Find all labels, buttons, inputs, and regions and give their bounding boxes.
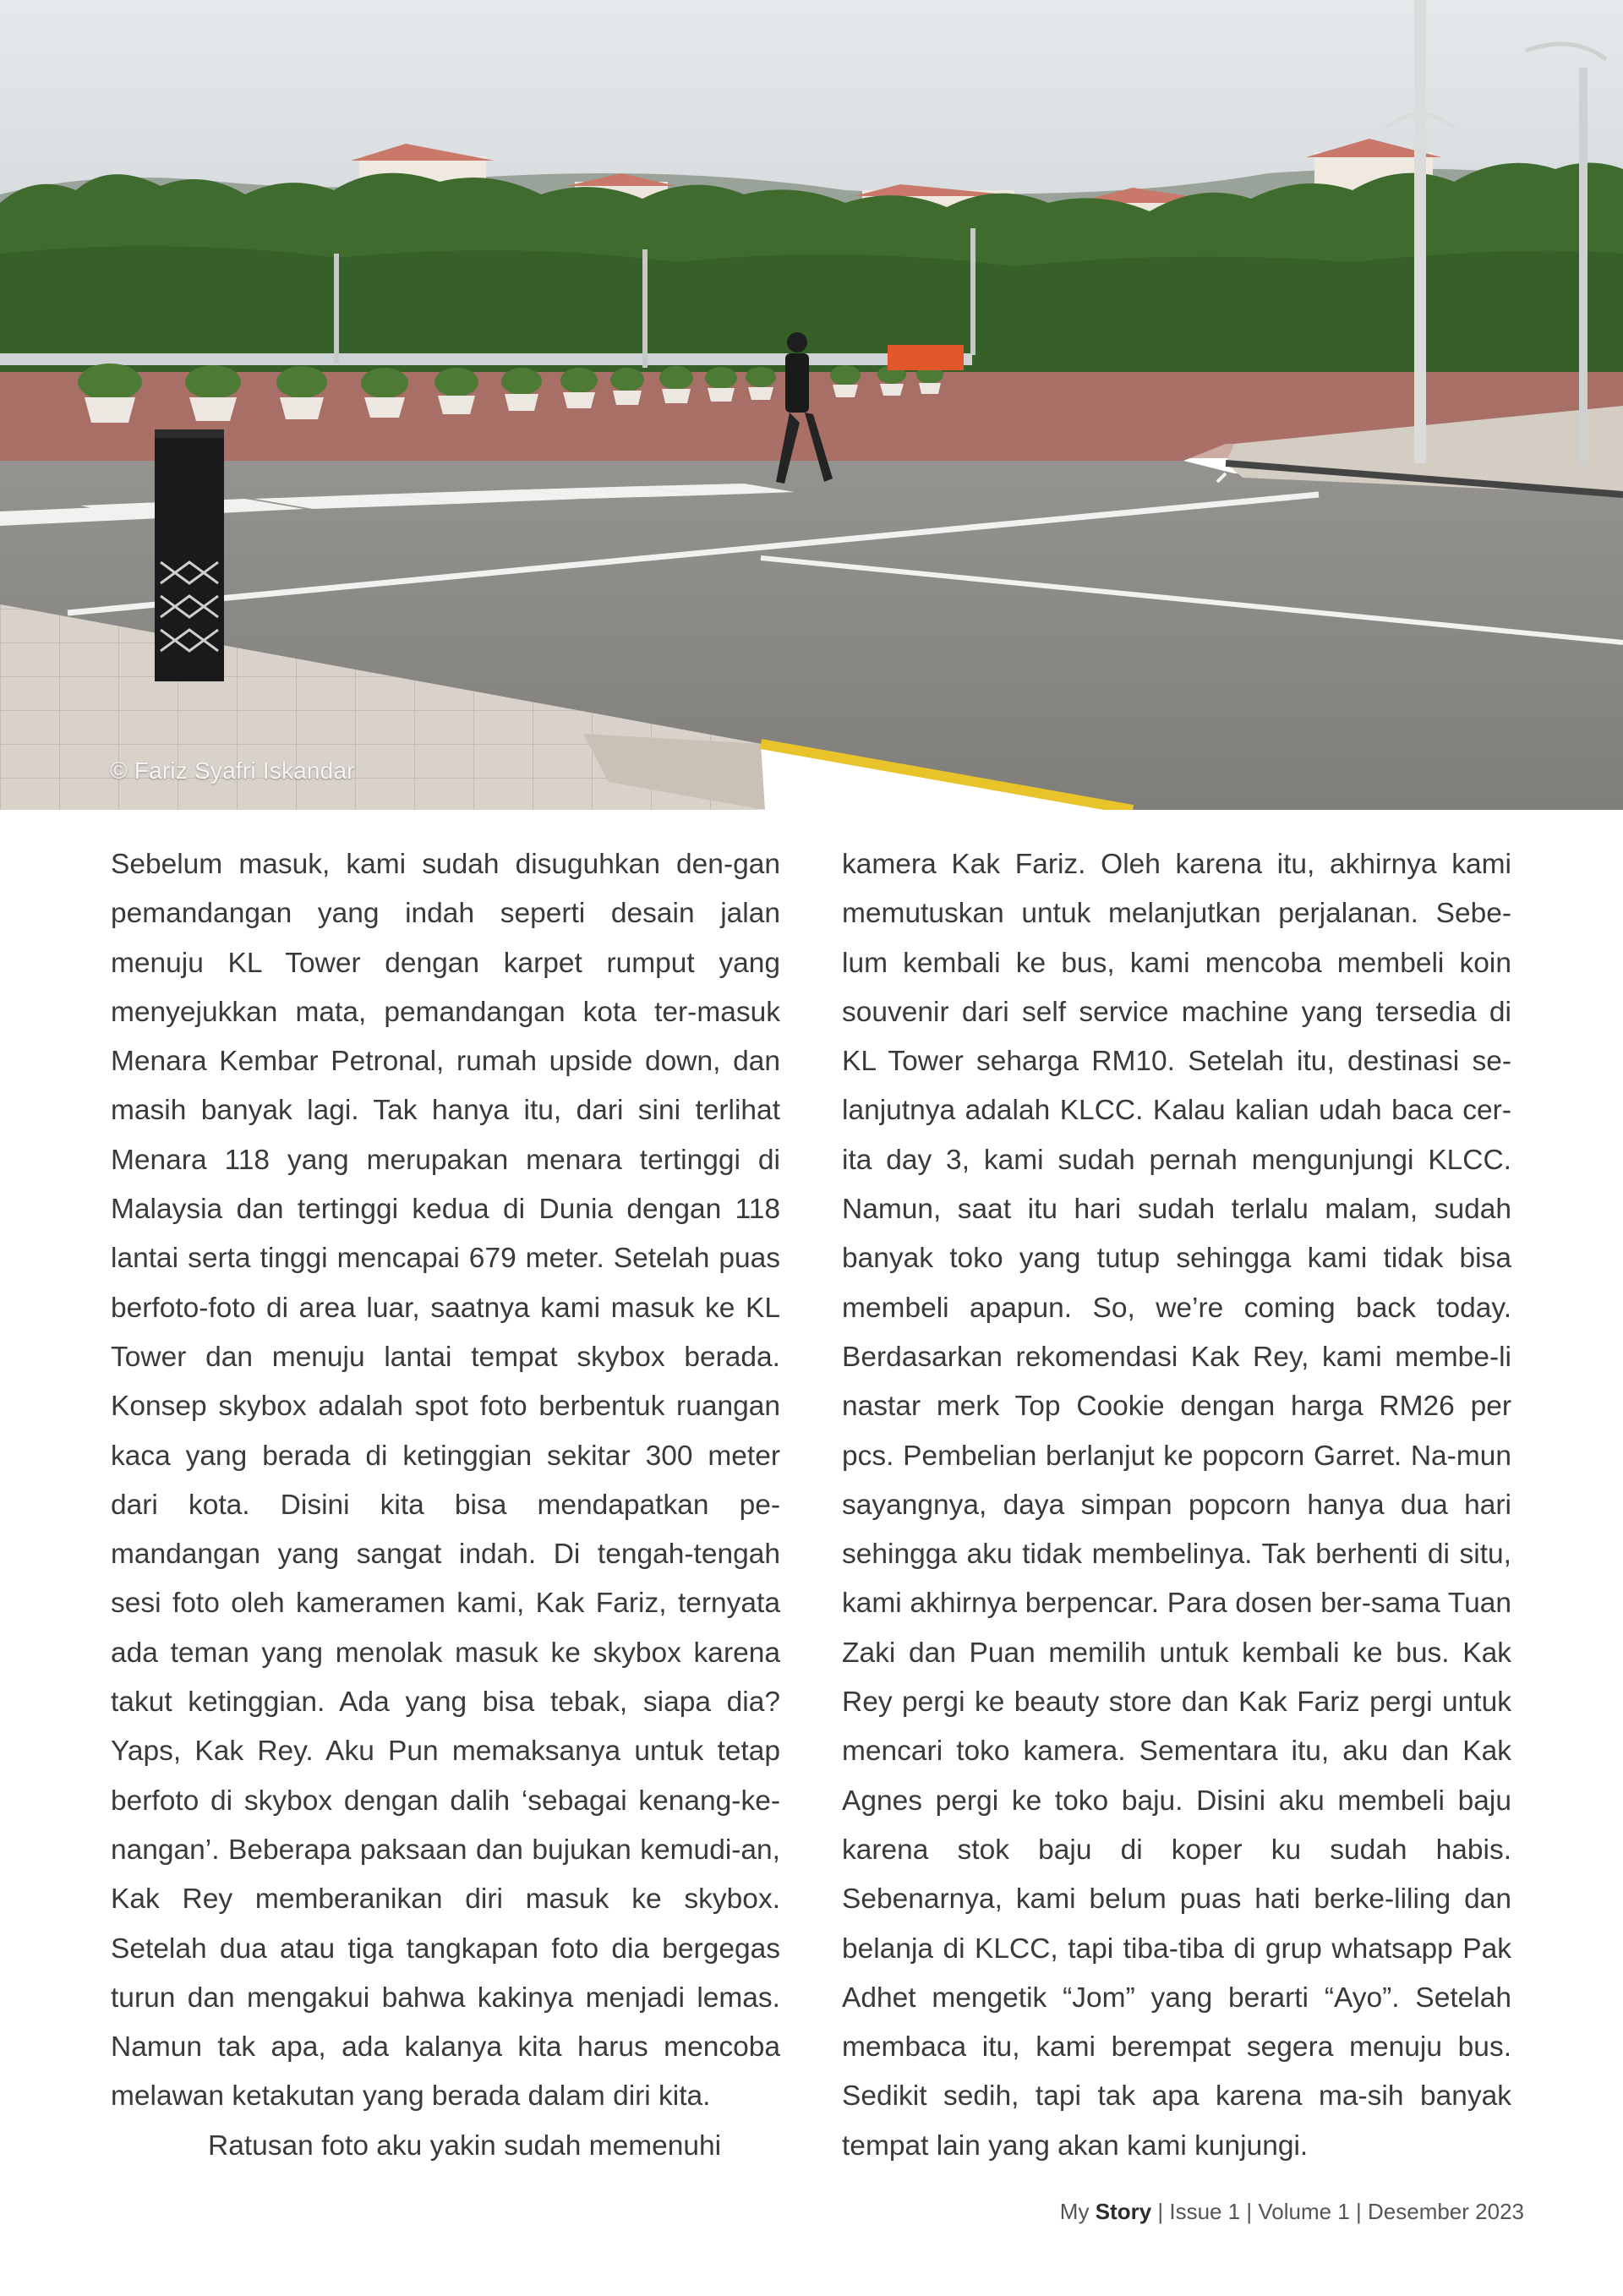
photo-scene bbox=[0, 0, 1623, 810]
article-column-right bbox=[842, 840, 1511, 2171]
bollard bbox=[155, 429, 224, 681]
orange-vehicle bbox=[888, 345, 964, 370]
header-photo bbox=[0, 0, 1623, 810]
paragraph: Sebelum masuk, kami sudah disuguhkan den-gan pemandangan yang indah seperti desain jalan menuju KL Tower dengan karpet rumput yang menyejukkan mata, pemandangan kota ter-masuk Menara Kembar Petronal, rumah upside down, dan masih banyak lagi. Tak hanya itu, dari sini terlihat Menara 118 yang merupakan menara tertinggi di Malaysia dan tertinggi kedua di Dunia dengan 118 lantai serta tinggi mencapai 679 meter. Setelah puas berfoto-foto di area luar, saatnya kami masuk ke KL Tower dan menuju lantai tempat skybox berada. Konsep skybox adalah spot foto berbentuk ruangan kaca yang berada di ketinggian sekitar 300 meter dari kota. Disini kita bisa mendapatkan pe-mandangan yang sangat indah. Di tengah-tengah sesi foto oleh kameramen kami, Kak Fariz, ternyata ada teman yang menolak masuk ke skybox karena takut ketinggian. Ada yang bisa tebak, siapa dia? Yaps, Kak Rey. Aku Pun memaksanya untuk tetap berfoto di skybox dengan dalih ‘sebagai kenang-ke-nangan’. Beberapa paksaan dan bujukan kemudi-an, Kak Rey memberanikan diri masuk ke skybox. Setelah dua atau tiga tangkapan foto dia bergegas turun dan mengakui bahwa kakinya menjadi lemas. Namun tak apa, ada kalanya kita harus mencoba melawan ketakutan yang berada dalam diri kita. bbox=[111, 849, 780, 2113]
article-column-left bbox=[111, 840, 780, 2171]
paragraph: kamera Kak Fariz. Oleh karena itu, akhirnya kami memutuskan untuk melanjutkan perjalanan. Sebe-lum kembali ke bus, kami mencoba membeli koin souvenir dari self service machine yang tersedia di KL Tower seharga RM10. Setelah itu, destinasi se-lanjutnya adalah KLCC. Kalau kalian udah baca cer-ita day 3, kami sudah pernah mengunjungi KLCC. Namun, saat itu hari sudah terlalu malam, sudah banyak toko yang tutup sehingga kami tidak bisa membeli apapun. So, we’re coming back today. Berdasarkan rekomendasi Kak Rey, kami membe-li nastar merk Top Cookie dengan harga RM26 per pcs. Pembelian berlanjut ke popcorn Garret. Na-mun sayangnya, daya simpan popcorn hanya dua hari sehingga aku tidak membelinya. Tak berhenti di situ, kami akhirnya berpencar. Para dosen ber-sama Tuan Zaki dan Puan memilih untuk kembali ke bus. Kak Rey pergi ke beauty store dan Kak Fariz pergi untuk mencari toko kamera. Sementara itu, aku dan Kak Agnes pergi ke toko baju. Disini aku membeli baju karena stok baju di koper ku sudah habis. Sebenarnya, kami belum puas hati berke-liling dan belanja di KLCC, tapi tiba-tiba di grup whatsapp Pak Adhet mengetik “Jom” yang berarti “Ayo”. Setelah membaca itu, kami berempat segera menuju bus. Sedikit sedih, tapi tak apa karena ma-sih banyak tempat lain yang akan kami kunjungi. bbox=[842, 849, 1511, 2162]
footer-issue-info: | Issue 1 | Volume 1 | Desember 2023 bbox=[1151, 2199, 1524, 2224]
photo-credit: © Fariz Syafri Iskandar bbox=[110, 757, 355, 784]
page-footer bbox=[1060, 2199, 1524, 2225]
footer-prefix: My bbox=[1059, 2199, 1096, 2224]
footer-brand: Story bbox=[1095, 2199, 1152, 2224]
paragraph: Ratusan foto aku yakin sudah memenuhi bbox=[208, 2129, 722, 2162]
